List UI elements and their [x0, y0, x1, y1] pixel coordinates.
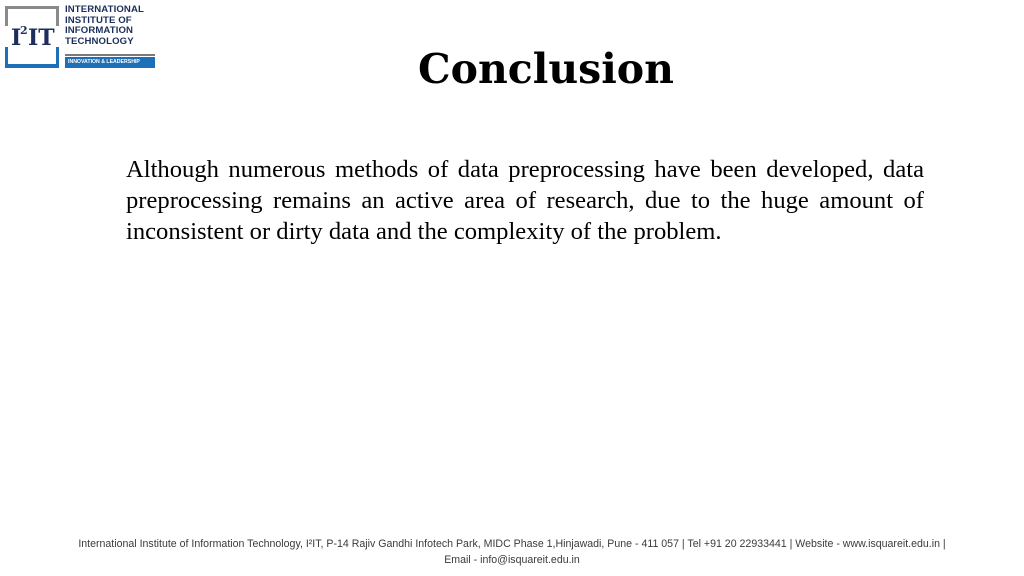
slide-body-text: Although numerous methods of data preprocessing have been developed, data preprocessing remains an active area of research, due to the huge amount of inconsistent or dirty data and the complexity of the problem. — [126, 156, 924, 246]
footer-email-line: Email - info@isquareit.edu.in — [444, 554, 580, 566]
logo-divider — [65, 54, 155, 56]
logo-tagline: INNOVATION & LEADERSHIP — [65, 57, 155, 68]
footer-address-line: International Institute of Information Technology, I²IT, P-14 Rajiv Gandhi Infotech Park, MIDC Phase 1,Hinjawadi, Pune - 411 057 | Tel +91 20 22933441 | Website - www.isquareit.edu.in | — [78, 538, 946, 550]
svg-text:I: I — [11, 25, 22, 51]
institute-logo — [3, 3, 155, 71]
institute-name-line: INTERNATIONAL — [65, 4, 144, 15]
institute-name-line: INFORMATION — [65, 25, 134, 37]
institute-name — [65, 5, 155, 47]
institute-name-line: INSTITUTE OF — [65, 14, 132, 26]
footer — [20, 536, 1004, 568]
slide-title: Conclusion — [418, 45, 674, 93]
svg-text:IT: IT — [28, 25, 55, 51]
institute-name-line: TECHNOLOGY — [65, 35, 134, 47]
svg-text:2: 2 — [20, 24, 28, 37]
i2it-logo-mark — [3, 3, 61, 71]
